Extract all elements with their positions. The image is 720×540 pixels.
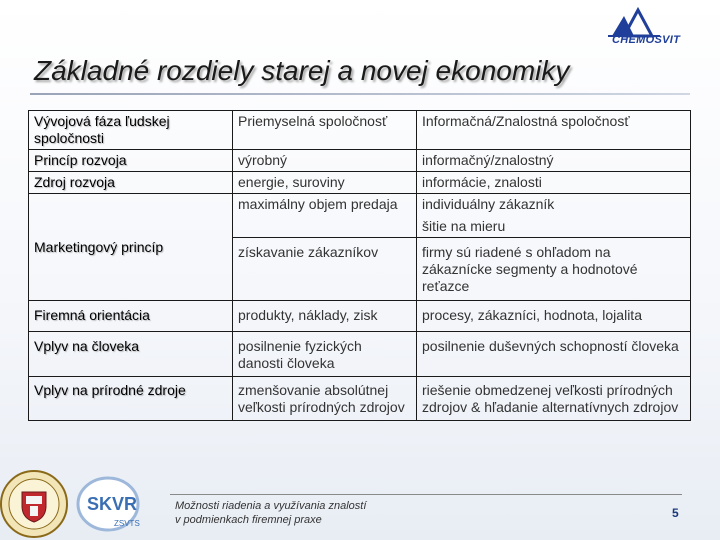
cell-line: individuálny zákazník xyxy=(422,196,555,212)
row-label: Vývojová fáza ľudskej spoločnosti xyxy=(29,111,233,150)
table-row xyxy=(29,150,691,172)
row-label: Firemná orientácia xyxy=(29,301,233,332)
new-economy-cell: informačný/znalostný xyxy=(417,150,691,172)
university-emblem-icon xyxy=(0,462,74,540)
footer-divider xyxy=(170,494,682,495)
page-number: 5 xyxy=(672,506,679,520)
footer-line: v podmienkach firemnej praxe xyxy=(175,514,322,526)
old-economy-cell: produkty, náklady, zisk xyxy=(233,301,417,332)
old-economy-cell: výrobný xyxy=(233,150,417,172)
new-economy-cell: firmy sú riadené s ohľadom na zákaznícke segmenty a hodnotové reťazce xyxy=(417,238,691,301)
old-economy-cell: zmenšovanie absolútnej veľkosti prírodných zdrojov xyxy=(233,377,417,421)
old-economy-cell: Priemyselná spoločnosť xyxy=(233,111,417,150)
chemosvit-logo xyxy=(604,4,716,54)
new-economy-cell: informácie, znalosti xyxy=(417,172,691,194)
footer-caption xyxy=(175,499,366,527)
table-row xyxy=(29,194,691,238)
new-economy-cell: riešenie obmedzenej veľkosti prírodných zdrojov & hľadanie alternatívnych zdrojov xyxy=(417,377,691,421)
old-economy-cell: získavanie zákazníkov xyxy=(233,238,417,301)
skvr-logo xyxy=(72,472,162,534)
old-economy-cell: maximálny objem predaja xyxy=(233,194,417,238)
table-row xyxy=(29,172,691,194)
title-underline xyxy=(30,93,690,95)
skvr-logo-subtext: ZSVTS xyxy=(114,519,140,528)
row-label: Vplyv na človeka xyxy=(29,332,233,377)
row-label: Marketingový princíp xyxy=(29,194,233,301)
new-economy-cell: procesy, zákazníci, hodnota, lojalita xyxy=(417,301,691,332)
row-label: Vplyv na prírodné zdroje xyxy=(29,377,233,421)
footer-line: Možnosti riadenia a využívania znalostí xyxy=(175,500,367,512)
table-row xyxy=(29,111,691,150)
new-economy-cell: posilnenie duševných schopností človeka xyxy=(417,332,691,377)
row-label: Princíp rozvoja xyxy=(29,150,233,172)
comparison-table xyxy=(28,110,691,421)
logo-text: CHEMOSVIT xyxy=(612,34,681,46)
table-row xyxy=(29,301,691,332)
old-economy-cell: posilnenie fyzických danosti človeka xyxy=(233,332,417,377)
page-title: Základné rozdiely starej a novej ekonomiky xyxy=(34,55,570,86)
skvr-logo-text: SKVR xyxy=(87,494,138,514)
table-row xyxy=(29,377,691,421)
new-economy-cell xyxy=(417,194,691,238)
table-row xyxy=(29,332,691,377)
old-economy-cell: energie, suroviny xyxy=(233,172,417,194)
new-economy-cell: Informačná/Znalostná spoločnosť xyxy=(417,111,691,150)
row-label: Zdroj rozvoja xyxy=(29,172,233,194)
cell-line: šitie na mieru xyxy=(422,218,506,234)
